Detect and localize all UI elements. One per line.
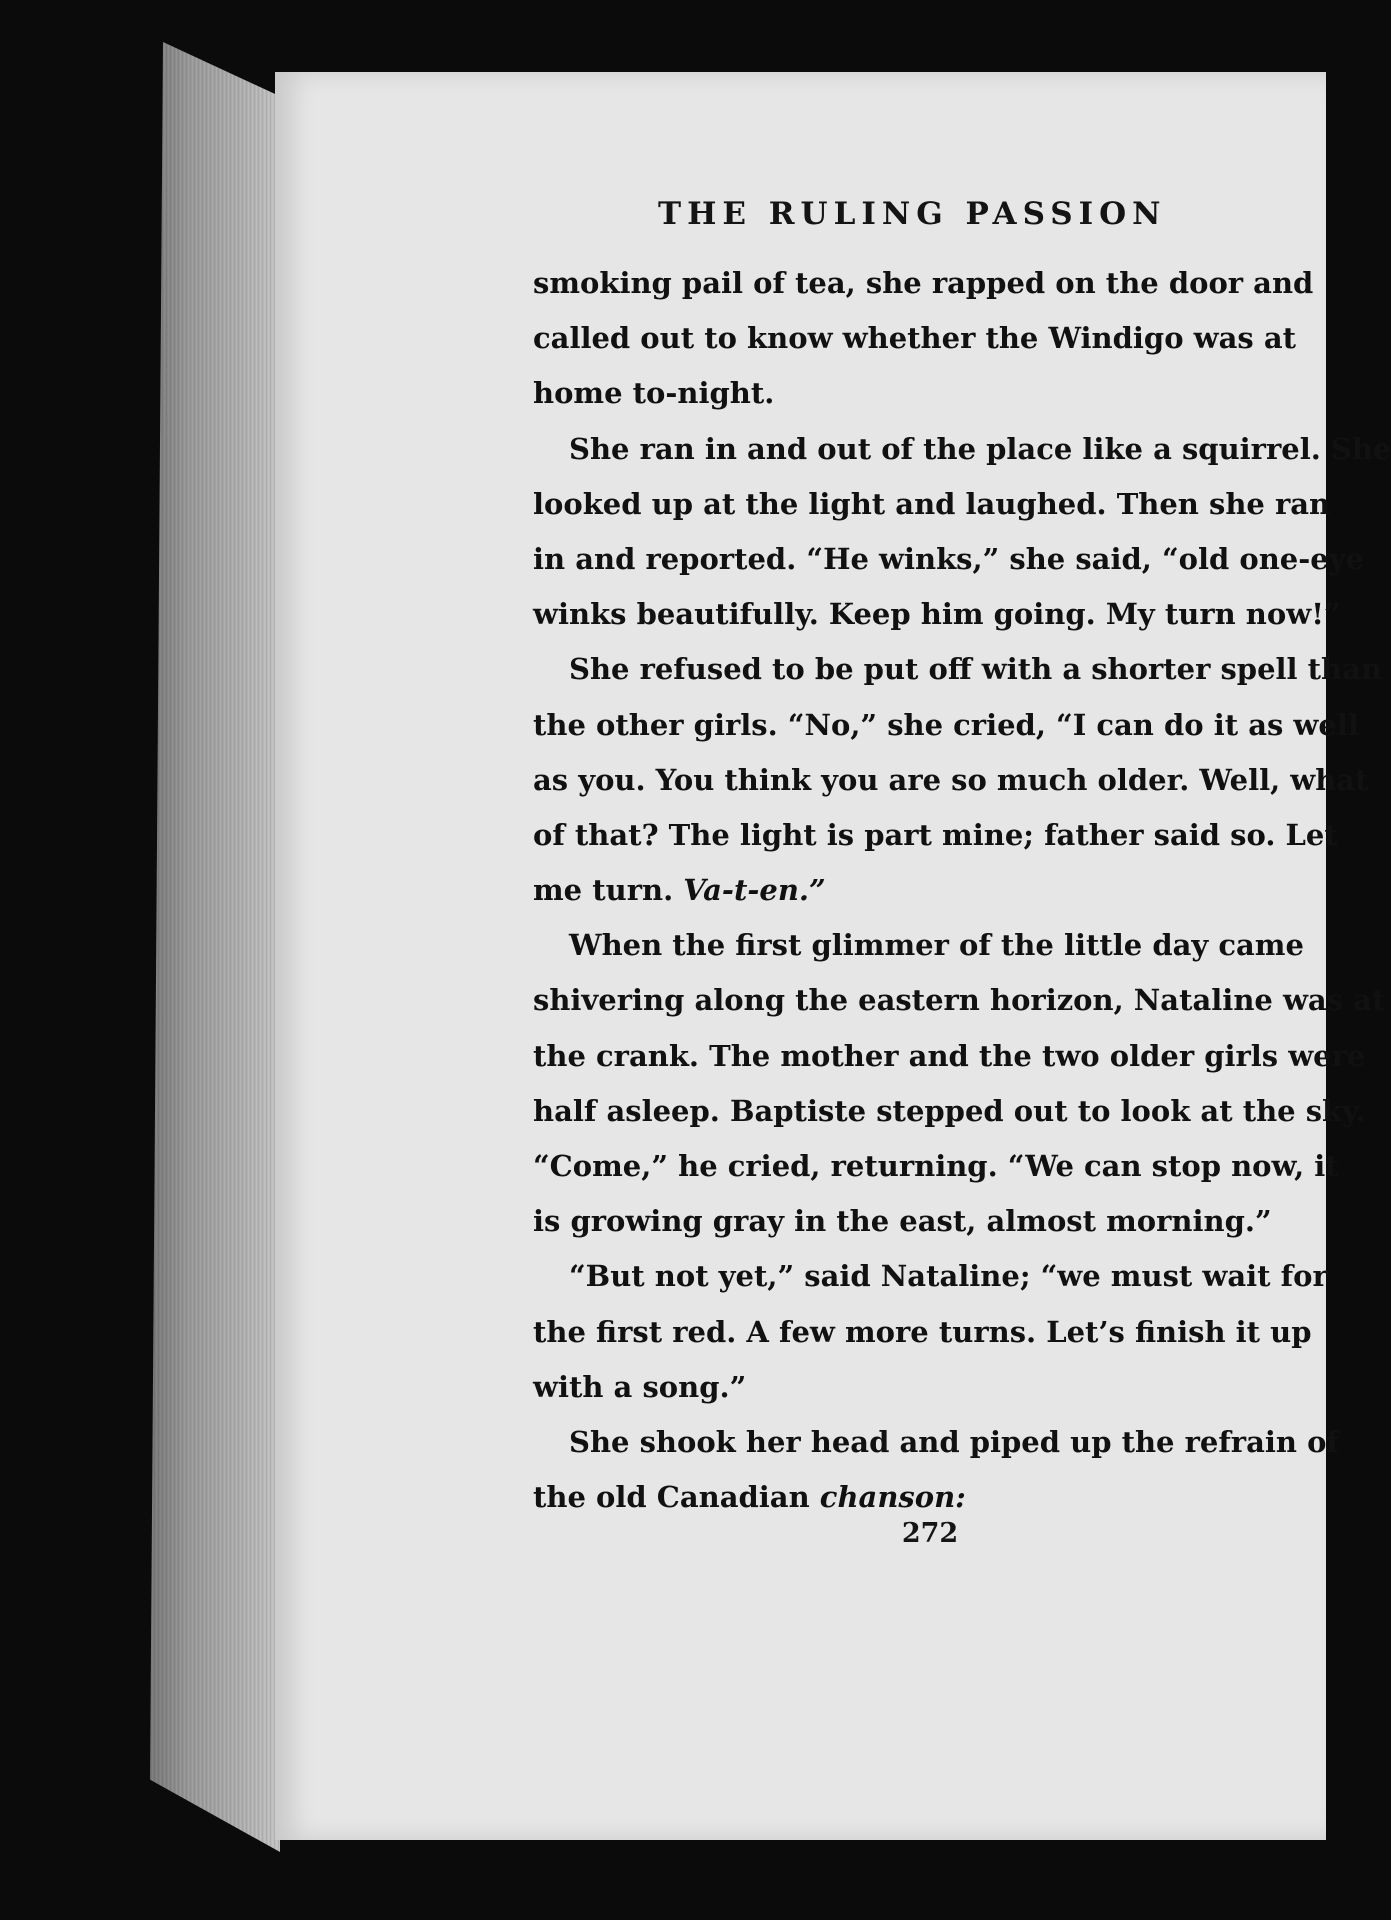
text-line-content: shivering along the eastern horizon, Nataline was at: [533, 983, 1386, 1018]
text-line-content: called out to know whether the Windigo was at: [533, 321, 1297, 356]
text-line-content: the crank. The mother and the two older girls were: [533, 1038, 1366, 1073]
text-line-content: When the first glimmer of the little day came: [569, 928, 1304, 963]
text-line-content: home to-night.: [533, 376, 775, 411]
text-line-content: of that? The light is part mine; father said so. Let: [533, 817, 1338, 852]
text-line-content: She ran in and out of the place like a squirrel. She: [569, 431, 1391, 466]
text-line: [533, 311, 1297, 366]
text-line-content: winks beautifully. Keep him going. My turn now!”: [533, 597, 1341, 632]
text-line: [533, 698, 1359, 753]
text-line-content: half asleep. Baptiste stepped out to look at the sky.: [533, 1093, 1366, 1128]
page-block-edge: [150, 42, 280, 1852]
text-line-content: smoking pail of tea, she rapped on the door and: [533, 266, 1314, 300]
text-line-content: She refused to be put off with a shorter spell than: [569, 652, 1383, 687]
text-line: [533, 918, 1304, 973]
text-line-content: the old Canadian: [533, 1480, 820, 1515]
text-line: [533, 1305, 1312, 1360]
text-line: [533, 366, 1291, 421]
text-line: [533, 973, 1386, 1028]
text-line: [533, 863, 1291, 918]
text-line: [533, 1415, 1339, 1470]
text-line: [533, 422, 1391, 477]
text-line-content: the first red. A few more turns. Let’s finish it up: [533, 1314, 1312, 1349]
text-line: [533, 1029, 1366, 1084]
text-line-content: She shook her head and piped up the refrain of: [569, 1424, 1339, 1459]
text-line: [533, 532, 1365, 587]
text-line-content: is growing gray in the east, almost morning.”: [533, 1204, 1272, 1239]
text-line: [533, 1139, 1339, 1194]
italic-text: chanson:: [819, 1480, 966, 1515]
text-line: [533, 1084, 1366, 1139]
text-line: [533, 477, 1331, 532]
text-line: [533, 587, 1341, 642]
text-line-content: as you. You think you are so much older. Well, what: [533, 762, 1369, 797]
text-line-content: me turn.: [533, 873, 684, 908]
text-line-content: looked up at the light and laughed. Then she ran: [533, 486, 1331, 521]
text-line-content: “Come,” he cried, returning. “We can stop now, it: [533, 1149, 1339, 1183]
page-number: 272: [901, 1518, 959, 1549]
text-line: [533, 1360, 1291, 1415]
text-line-content: the other girls. “No,” she cried, “I can do it as well: [533, 707, 1359, 742]
running-head: THE RULING PASSION: [658, 196, 1167, 232]
text-line-content: in and reported. “He winks,” she said, “old one-eye: [533, 541, 1365, 576]
italic-text: Va-t-en.”: [683, 873, 826, 908]
text-line-content: “But not yet,” said Nataline; “we must wait for: [569, 1259, 1328, 1294]
text-line-content: with a song.”: [533, 1369, 747, 1404]
text-line: [533, 1194, 1291, 1249]
text-line: [533, 642, 1383, 697]
text-line: [533, 808, 1338, 863]
text-line: [533, 1249, 1328, 1304]
text-line: [533, 256, 1314, 311]
body-text: [533, 256, 1391, 1525]
text-line: [533, 753, 1369, 808]
